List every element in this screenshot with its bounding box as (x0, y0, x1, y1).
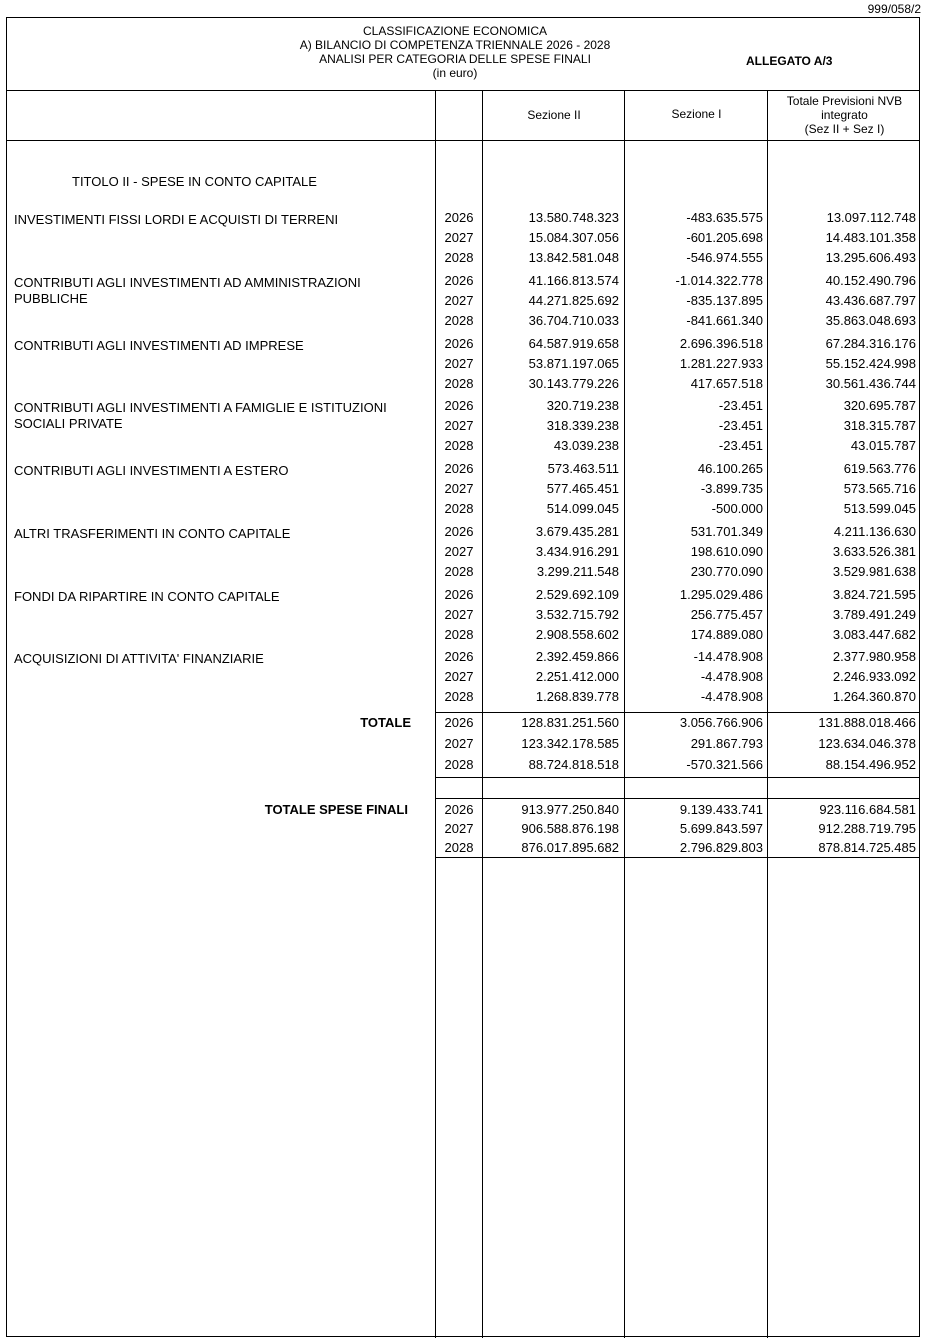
sezione-ii-value: 64.587.919.658 (528, 336, 619, 351)
sezione-i-value: -570.321.566 (686, 757, 763, 772)
sezione-i-value: 198.610.090 (690, 543, 763, 559)
year-cell: 2028 (444, 500, 474, 516)
sezione-i-value: -500.000 (711, 500, 763, 516)
sezione-i-value: -23.451 (718, 417, 763, 433)
sezione-ii-value: 913.977.250.840 (521, 802, 619, 817)
totale-value: 320.695.787 (843, 398, 916, 413)
sezione-i-value: -546.974.555 (686, 249, 763, 265)
sezione-i-value: -14.478.908 (693, 649, 763, 664)
category-label: INVESTIMENTI FISSI LORDI E ACQUISTI DI TERRENI (14, 212, 339, 227)
sezione-ii-value: 320.719.238 (546, 398, 619, 413)
totale-value: 3.083.447.682 (832, 626, 916, 642)
sezione-i-value: -23.451 (718, 437, 763, 453)
sezione-ii-value: 577.465.451 (546, 480, 619, 496)
totale-value: 923.116.684.581 (819, 802, 916, 817)
sezione-ii-value: 3.532.715.792 (535, 606, 619, 622)
totale-label: TOTALE (360, 715, 411, 730)
col-divider-total (767, 90, 768, 1338)
totale-top-rule (435, 712, 920, 713)
sezione-ii-value: 2.529.692.109 (535, 587, 619, 602)
col-divider-sez2 (482, 90, 483, 1338)
sezione-ii-value: 3.434.916.291 (535, 543, 619, 559)
col-header-totale-line-3: (Sez II + Sez I) (804, 122, 885, 136)
totale-value: 88.154.496.952 (825, 757, 916, 772)
category-label: SOCIALI PRIVATE (14, 416, 123, 431)
year-cell: 2028 (444, 626, 474, 642)
totale-bottom-rule (435, 777, 920, 778)
sezione-i-value: 417.657.518 (690, 375, 763, 391)
category-label: CONTRIBUTI AGLI INVESTIMENTI A FAMIGLIE E ISTITUZIONI (14, 400, 387, 415)
sezione-i-value: 9.139.433.741 (679, 802, 763, 817)
year-cell: 2027 (444, 480, 474, 496)
totale-value: 14.483.101.358 (825, 229, 916, 245)
year-cell: 2027 (444, 606, 474, 622)
totale-value: 1.264.360.870 (832, 688, 916, 704)
sezione-ii-value: 41.166.813.574 (528, 273, 619, 288)
sezione-i-value: -3.899.735 (700, 480, 763, 496)
totale-value: 573.565.716 (843, 480, 916, 496)
sezione-i-value: -841.661.340 (686, 312, 763, 328)
totale-value: 55.152.424.998 (825, 355, 916, 371)
sezione-ii-value: 906.588.876.198 (521, 821, 619, 836)
header-line-1: CLASSIFICAZIONE ECONOMICA (362, 24, 548, 38)
year-cell: 2026 (444, 587, 474, 602)
sezione-ii-value: 1.268.839.778 (535, 688, 619, 704)
col-header-totale-line-2: integrato (821, 108, 868, 122)
year-cell: 2026 (444, 802, 474, 817)
sezione-ii-value: 30.143.779.226 (528, 375, 619, 391)
sezione-ii-value: 3.679.435.281 (535, 524, 619, 539)
category-label: PUBBLICHE (14, 291, 88, 306)
year-cell: 2027 (444, 229, 474, 245)
year-cell: 2028 (444, 840, 474, 855)
totale-value: 43.436.687.797 (825, 292, 916, 308)
report-header (200, 24, 710, 80)
sezione-i-value: -835.137.895 (686, 292, 763, 308)
sezione-ii-value: 876.017.895.682 (521, 840, 619, 855)
totale-value: 2.377.980.958 (832, 649, 916, 664)
totale-value: 123.634.046.378 (818, 736, 916, 751)
totale-value: 131.888.018.466 (818, 715, 916, 730)
sezione-ii-value: 44.271.825.692 (528, 292, 619, 308)
col-header-sezione-ii: Sezione II (527, 108, 581, 122)
totale-value: 3.529.981.638 (832, 563, 916, 579)
section-title: TITOLO II - SPESE IN CONTO CAPITALE (72, 174, 317, 189)
sezione-i-value: 531.701.349 (690, 524, 763, 539)
totale-value: 3.633.526.381 (832, 543, 916, 559)
header-rule (6, 90, 920, 91)
year-cell: 2028 (444, 757, 474, 772)
year-cell: 2026 (444, 273, 474, 288)
year-cell: 2027 (444, 668, 474, 684)
year-cell: 2028 (444, 688, 474, 704)
sezione-i-value: 46.100.265 (697, 461, 763, 476)
totale-value: 878.814.725.485 (818, 840, 916, 855)
sezione-i-value: -601.205.698 (686, 229, 763, 245)
sezione-i-value: 3.056.766.906 (679, 715, 763, 730)
totale-value: 40.152.490.796 (825, 273, 916, 288)
totale-value: 13.295.606.493 (825, 249, 916, 265)
year-cell: 2028 (444, 375, 474, 391)
category-label: CONTRIBUTI AGLI INVESTIMENTI A ESTERO (14, 463, 289, 478)
sezione-ii-value: 514.099.045 (546, 500, 619, 516)
sezione-ii-value: 53.871.197.065 (528, 355, 619, 371)
year-cell: 2026 (444, 649, 474, 664)
sezione-ii-value: 43.039.238 (553, 437, 619, 453)
year-cell: 2027 (444, 543, 474, 559)
sezione-ii-value: 123.342.178.585 (521, 736, 619, 751)
year-cell: 2027 (444, 292, 474, 308)
category-label: ALTRI TRASFERIMENTI IN CONTO CAPITALE (14, 526, 291, 541)
sezione-ii-value: 573.463.511 (547, 461, 619, 476)
year-cell: 2028 (444, 563, 474, 579)
year-cell: 2027 (444, 355, 474, 371)
col-header-totale-line-1: Totale Previsioni NVB (786, 94, 903, 108)
year-cell: 2026 (444, 398, 474, 413)
year-cell: 2028 (444, 437, 474, 453)
sezione-i-value: 230.770.090 (690, 563, 763, 579)
year-cell: 2026 (444, 715, 474, 730)
sezione-i-value: -483.635.575 (686, 210, 763, 225)
totale-value: 3.789.491.249 (832, 606, 916, 622)
sezione-ii-value: 128.831.251.560 (521, 715, 619, 730)
category-label: ACQUISIZIONI DI ATTIVITA' FINANZIARIE (14, 651, 264, 666)
totale-value: 318.315.787 (843, 417, 916, 433)
totale-value: 3.824.721.595 (832, 587, 916, 602)
sezione-i-value: 2.696.396.518 (679, 336, 763, 351)
sezione-ii-value: 13.580.748.323 (528, 210, 619, 225)
year-cell: 2028 (444, 312, 474, 328)
sezione-ii-value: 15.084.307.056 (528, 229, 619, 245)
finali-top-rule (435, 798, 920, 799)
totale-value: 619.563.776 (843, 461, 916, 476)
totale-value: 30.561.436.744 (825, 375, 916, 391)
year-cell: 2026 (444, 210, 474, 225)
header-line-2: A) BILANCIO DI COMPETENZA TRIENNALE 2026 - 2028 (299, 38, 611, 52)
sezione-i-value: -4.478.908 (700, 688, 763, 704)
page-code: 999/058/2 (867, 2, 921, 16)
sezione-ii-value: 2.908.558.602 (535, 626, 619, 642)
sezione-ii-value: 318.339.238 (546, 417, 619, 433)
totale-value: 2.246.933.092 (832, 668, 916, 684)
year-cell: 2026 (444, 336, 474, 351)
year-cell: 2027 (444, 417, 474, 433)
category-label: CONTRIBUTI AGLI INVESTIMENTI AD IMPRESE (14, 338, 304, 353)
year-cell: 2028 (444, 249, 474, 265)
sezione-i-value: 174.889.080 (690, 626, 763, 642)
sezione-ii-value: 88.724.818.518 (528, 757, 619, 772)
sezione-i-value: 1.281.227.933 (679, 355, 763, 371)
year-cell: 2027 (444, 821, 474, 836)
year-cell: 2026 (444, 524, 474, 539)
totale-spese-finali-label: TOTALE SPESE FINALI (264, 802, 408, 817)
sezione-i-value: 5.699.843.597 (679, 821, 763, 836)
col-divider-sez1 (624, 90, 625, 1338)
year-cell: 2026 (444, 461, 474, 476)
sezione-ii-value: 13.842.581.048 (528, 249, 619, 265)
totale-value: 912.288.719.795 (818, 821, 916, 836)
sezione-i-value: -23.451 (718, 398, 763, 413)
column-header-rule (6, 140, 920, 141)
year-cell: 2027 (444, 736, 474, 751)
category-label: FONDI DA RIPARTIRE IN CONTO CAPITALE (14, 589, 280, 604)
totale-value: 67.284.316.176 (825, 336, 916, 351)
col-header-totale (769, 94, 920, 136)
sezione-ii-value: 36.704.710.033 (528, 312, 619, 328)
category-label: CONTRIBUTI AGLI INVESTIMENTI AD AMMINISTRAZIONI (14, 275, 361, 290)
allegato-label: ALLEGATO A/3 (746, 54, 833, 68)
header-line-3: ANALISI PER CATEGORIA DELLE SPESE FINALI (319, 52, 591, 66)
sezione-i-value: 291.867.793 (690, 736, 763, 751)
totale-value: 13.097.112.748 (826, 210, 916, 225)
totale-value: 4.211.136.630 (833, 524, 916, 539)
sezione-i-value: 1.295.029.486 (679, 587, 763, 602)
totale-value: 43.015.787 (850, 437, 916, 453)
sezione-i-value: 256.775.457 (690, 606, 763, 622)
totale-value: 35.863.048.693 (825, 312, 916, 328)
header-line-4: (in euro) (432, 66, 478, 80)
sezione-i-value: -4.478.908 (700, 668, 763, 684)
sezione-i-value: -1.014.322.778 (675, 273, 763, 288)
col-header-sezione-i: Sezione I (671, 107, 722, 121)
sezione-ii-value: 3.299.211.548 (536, 563, 619, 579)
sezione-i-value: 2.796.829.803 (679, 840, 763, 855)
finali-bottom-rule (435, 857, 920, 858)
totale-value: 513.599.045 (843, 500, 916, 516)
sezione-ii-value: 2.392.459.866 (535, 649, 619, 664)
sezione-ii-value: 2.251.412.000 (535, 668, 619, 684)
